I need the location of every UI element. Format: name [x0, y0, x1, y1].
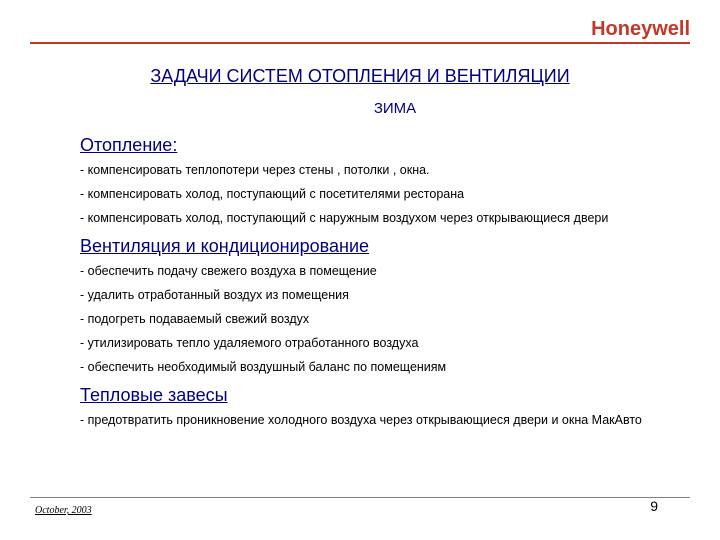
slide-subtitle — [0, 100, 720, 117]
list-item: - обеспечить необходимый воздушный баланс по помещениям — [80, 360, 447, 374]
slide-title: ЗАДАЧИ СИСТЕМ ОТОПЛЕНИЯ И ВЕНТИЛЯЦИИ — [150, 66, 570, 86]
list-item: - утилизировать тепло удаляемого отработанного воздуха — [80, 336, 419, 350]
list-item: - подогреть подаваемый свежий воздух — [80, 312, 310, 326]
list-item: - предотвратить проникновение холодного воздуха через открывающиеся двери и окна МакАвто — [80, 413, 642, 427]
header-divider — [30, 42, 690, 44]
section-heating — [80, 134, 660, 226]
section-air-curtains — [80, 384, 660, 428]
list-item: - компенсировать холод, поступающий с наружным воздухом через открывающиеся двери — [80, 211, 609, 225]
footer-divider — [30, 497, 690, 498]
list-item: - удалить отработанный воздух из помещения — [80, 288, 349, 302]
section-ventilation — [80, 235, 660, 375]
slide-content — [80, 134, 660, 437]
section-heading-heating: Отопление: — [80, 135, 178, 155]
subtitle-text: ЗИМА — [373, 100, 417, 117]
honeywell-logo: Honeywell — [591, 18, 690, 40]
list-item: - компенсировать теплопотери через стены , потолки , окна. — [80, 163, 430, 177]
section-heading-ventilation: Вентиляция и кондиционирование — [80, 236, 370, 256]
list-item: - обеспечить подачу свежего воздуха в помещение — [80, 264, 377, 278]
section-heading-air-curtains: Тепловые завесы — [80, 385, 228, 405]
page-number: 9 — [650, 498, 658, 514]
footer-date: October, 2003 — [35, 505, 92, 516]
list-item: - компенсировать холод, поступающий с посетителями ресторана — [80, 187, 465, 201]
